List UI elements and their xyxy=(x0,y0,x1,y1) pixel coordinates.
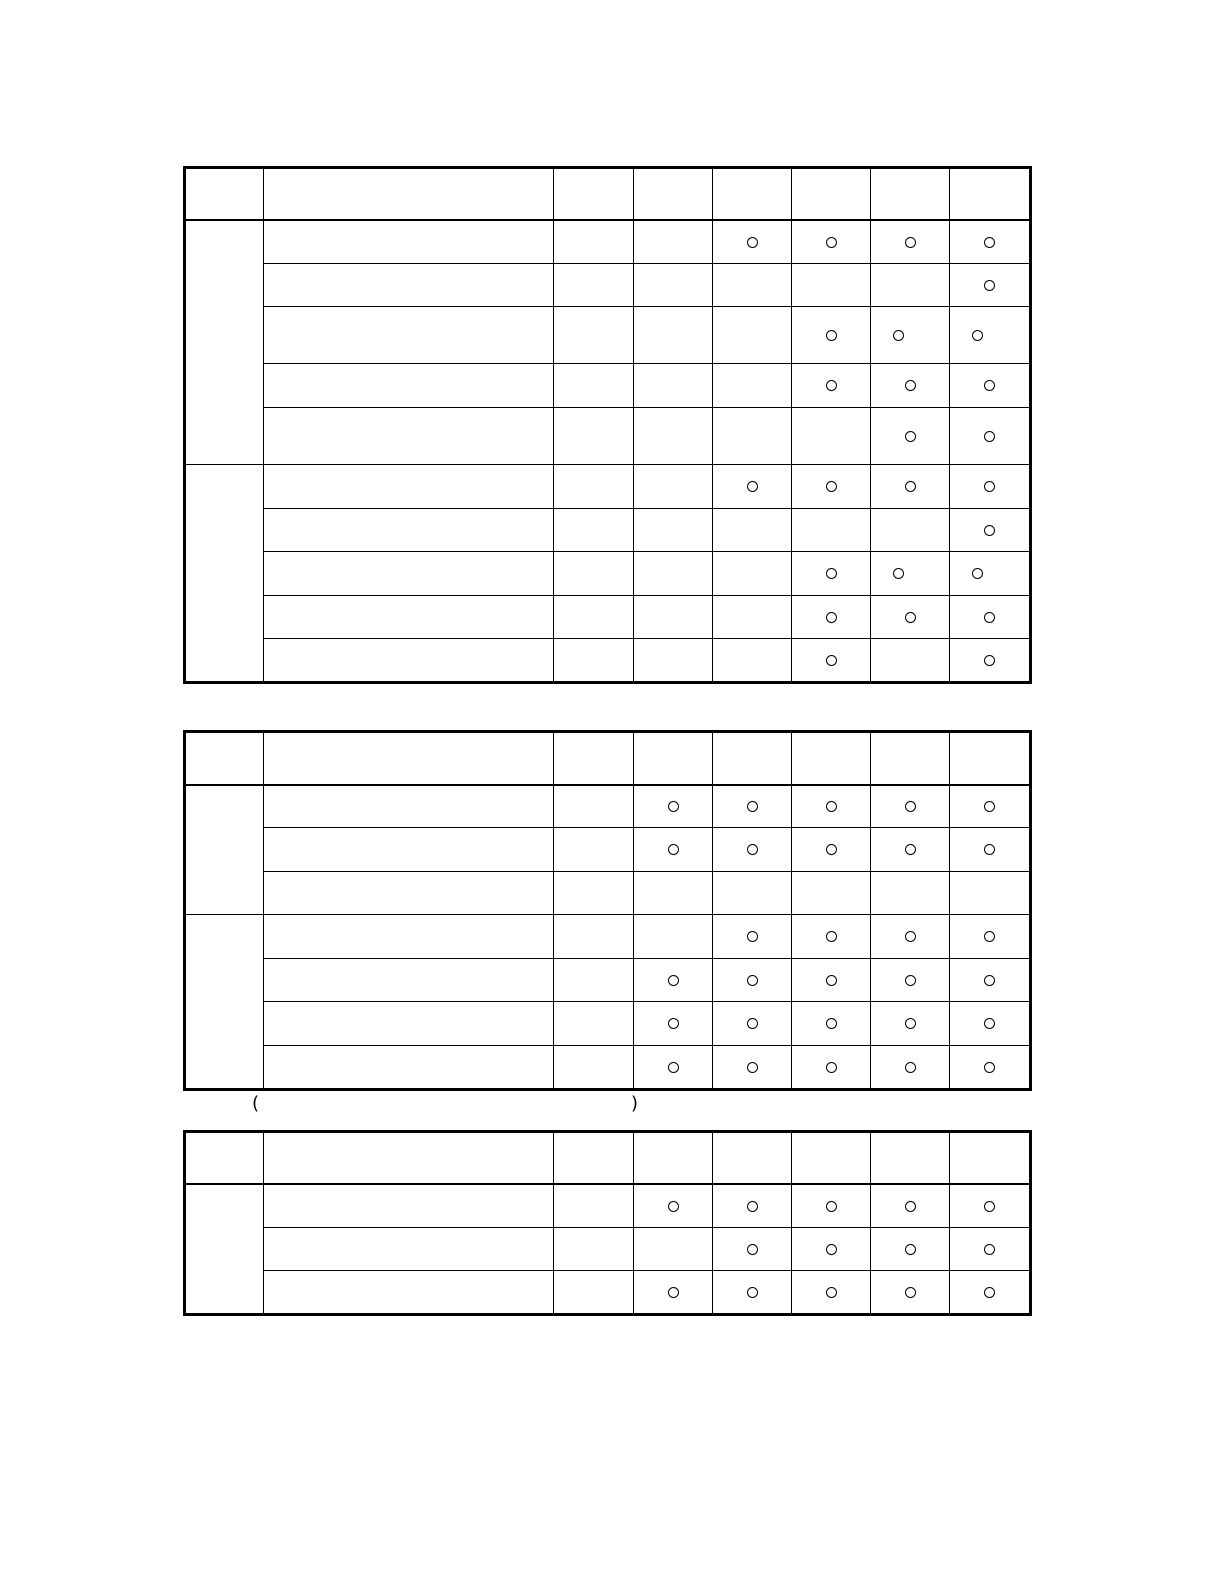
mark-cell xyxy=(950,465,1031,509)
circle-mark-icon xyxy=(905,481,916,492)
circle-mark-icon xyxy=(826,1287,837,1298)
mark-cell xyxy=(713,785,792,828)
checklist-table-1 xyxy=(183,166,1032,684)
mark-cell xyxy=(792,872,871,915)
mark-cell xyxy=(713,408,792,465)
item-label-cell xyxy=(264,959,554,1002)
table-row xyxy=(185,959,1031,1002)
mark-cell xyxy=(634,1228,713,1271)
mark-cell xyxy=(554,915,634,959)
circle-mark-icon xyxy=(905,1201,916,1212)
table-row xyxy=(185,220,1031,264)
mark-cell xyxy=(871,1184,950,1228)
circle-mark-icon xyxy=(826,975,837,986)
mark-cell xyxy=(871,264,950,307)
mark-cell xyxy=(871,596,950,639)
mark-cell xyxy=(950,915,1031,959)
header-cell xyxy=(185,1132,264,1184)
circle-mark-icon xyxy=(984,1201,995,1212)
circle-mark-icon xyxy=(826,380,837,391)
mark-cell xyxy=(950,264,1031,307)
header-cell xyxy=(264,168,554,220)
mark-cell xyxy=(792,364,871,408)
mark-cell xyxy=(950,872,1031,915)
table-row xyxy=(185,1184,1031,1228)
header-cell xyxy=(185,732,264,785)
mark-cell xyxy=(634,785,713,828)
mark-cell xyxy=(792,465,871,509)
circle-mark-icon xyxy=(826,844,837,855)
item-label-cell xyxy=(264,1002,554,1046)
circle-mark-icon xyxy=(984,844,995,855)
header-cell xyxy=(950,732,1031,785)
header-cell xyxy=(713,168,792,220)
mark-cell xyxy=(634,307,713,364)
mark-cell xyxy=(871,785,950,828)
mark-cell xyxy=(554,307,634,364)
header-cell xyxy=(264,732,554,785)
table-row xyxy=(185,264,1031,307)
mark-cell xyxy=(554,408,634,465)
table-row xyxy=(185,1002,1031,1046)
circle-mark-icon xyxy=(984,525,995,536)
circle-mark-icon xyxy=(905,1287,916,1298)
header-cell xyxy=(554,1132,634,1184)
mark-cell xyxy=(871,220,950,264)
circle-mark-icon xyxy=(826,931,837,942)
header-cell xyxy=(871,1132,950,1184)
item-label-cell xyxy=(264,264,554,307)
mark-cell xyxy=(713,264,792,307)
mark-cell xyxy=(634,465,713,509)
mark-cell xyxy=(554,1002,634,1046)
header-cell xyxy=(554,732,634,785)
header-cell xyxy=(713,732,792,785)
mark-cell xyxy=(950,596,1031,639)
mark-cell xyxy=(871,828,950,872)
header-cell xyxy=(264,1132,554,1184)
circle-mark-icon xyxy=(826,655,837,666)
circle-mark-icon xyxy=(905,380,916,391)
circle-mark-icon xyxy=(972,330,983,341)
item-label-cell xyxy=(264,1271,554,1315)
mark-cell xyxy=(950,1046,1031,1090)
mark-cell xyxy=(554,364,634,408)
mark-cell xyxy=(713,959,792,1002)
mark-cell xyxy=(634,509,713,552)
header-cell xyxy=(713,1132,792,1184)
circle-mark-icon xyxy=(972,568,983,579)
mark-cell xyxy=(950,408,1031,465)
mark-cell xyxy=(950,828,1031,872)
circle-mark-icon xyxy=(905,844,916,855)
item-label-cell xyxy=(264,785,554,828)
table-row xyxy=(185,408,1031,465)
mark-cell xyxy=(713,1271,792,1315)
group-label-cell xyxy=(185,465,264,683)
mark-cell xyxy=(792,785,871,828)
circle-mark-icon xyxy=(984,1018,995,1029)
circle-mark-icon xyxy=(984,801,995,812)
mark-cell xyxy=(554,785,634,828)
mark-cell xyxy=(554,596,634,639)
circle-mark-icon xyxy=(984,1287,995,1298)
header-cell xyxy=(634,1132,713,1184)
mark-cell xyxy=(634,872,713,915)
circle-mark-icon xyxy=(984,380,995,391)
mark-cell xyxy=(634,596,713,639)
circle-mark-icon xyxy=(984,431,995,442)
mark-cell xyxy=(634,1002,713,1046)
mark-cell xyxy=(554,639,634,683)
mark-cell xyxy=(634,1046,713,1090)
circle-mark-icon xyxy=(826,568,837,579)
mark-cell xyxy=(792,1271,871,1315)
header-cell xyxy=(634,732,713,785)
item-label-cell xyxy=(264,220,554,264)
circle-mark-icon xyxy=(826,801,837,812)
circle-mark-icon xyxy=(668,1287,679,1298)
mark-cell xyxy=(792,552,871,596)
header-cell xyxy=(634,168,713,220)
mark-cell xyxy=(634,915,713,959)
mark-cell xyxy=(950,1184,1031,1228)
mark-cell xyxy=(634,828,713,872)
mark-cell xyxy=(554,959,634,1002)
mark-cell xyxy=(713,1184,792,1228)
mark-cell xyxy=(950,1002,1031,1046)
circle-mark-icon xyxy=(668,1018,679,1029)
mark-cell xyxy=(950,959,1031,1002)
mark-cell xyxy=(871,509,950,552)
mark-cell xyxy=(554,552,634,596)
circle-mark-icon xyxy=(905,237,916,248)
item-label-cell xyxy=(264,1228,554,1271)
circle-mark-icon xyxy=(893,568,904,579)
mark-cell xyxy=(713,1046,792,1090)
mark-cell xyxy=(634,408,713,465)
mark-cell xyxy=(713,828,792,872)
circle-mark-icon xyxy=(826,1062,837,1073)
mark-cell xyxy=(871,1271,950,1315)
circle-mark-icon xyxy=(893,330,904,341)
circle-mark-icon xyxy=(747,1062,758,1073)
mark-cell xyxy=(792,959,871,1002)
mark-cell xyxy=(554,1228,634,1271)
mark-cell xyxy=(792,915,871,959)
mark-cell xyxy=(634,220,713,264)
item-label-cell xyxy=(264,915,554,959)
circle-mark-icon xyxy=(826,612,837,623)
circle-mark-icon xyxy=(747,237,758,248)
mark-cell xyxy=(871,1002,950,1046)
header-cell xyxy=(185,168,264,220)
item-label-cell xyxy=(264,552,554,596)
table-header-row xyxy=(185,1132,1031,1184)
mark-cell xyxy=(871,872,950,915)
mark-cell xyxy=(634,552,713,596)
circle-mark-icon xyxy=(905,931,916,942)
circle-mark-icon xyxy=(905,431,916,442)
mark-cell xyxy=(713,465,792,509)
mark-cell xyxy=(713,364,792,408)
item-label-cell xyxy=(264,1184,554,1228)
mark-cell xyxy=(950,307,1031,364)
item-label-cell xyxy=(264,509,554,552)
table-row xyxy=(185,465,1031,509)
mark-cell xyxy=(713,509,792,552)
mark-cell xyxy=(871,307,950,364)
mark-cell xyxy=(554,465,634,509)
circle-mark-icon xyxy=(826,330,837,341)
circle-mark-icon xyxy=(668,975,679,986)
table-row xyxy=(185,785,1031,828)
mark-cell xyxy=(950,639,1031,683)
table-row xyxy=(185,639,1031,683)
circle-mark-icon xyxy=(984,481,995,492)
mark-cell xyxy=(634,959,713,1002)
mark-cell xyxy=(634,1271,713,1315)
item-label-cell xyxy=(264,364,554,408)
item-label-cell xyxy=(264,307,554,364)
table-row xyxy=(185,1046,1031,1090)
mark-cell xyxy=(713,639,792,683)
item-label-cell xyxy=(264,408,554,465)
circle-mark-icon xyxy=(826,1201,837,1212)
mark-cell xyxy=(871,959,950,1002)
circle-mark-icon xyxy=(668,1201,679,1212)
circle-mark-icon xyxy=(984,1062,995,1073)
item-label-cell xyxy=(264,828,554,872)
mark-cell xyxy=(871,364,950,408)
mark-cell xyxy=(792,828,871,872)
circle-mark-icon xyxy=(747,931,758,942)
mark-cell xyxy=(634,1184,713,1228)
mark-cell xyxy=(713,872,792,915)
mark-cell xyxy=(554,872,634,915)
mark-cell xyxy=(554,264,634,307)
header-cell xyxy=(950,1132,1031,1184)
mark-cell xyxy=(792,408,871,465)
item-label-cell xyxy=(264,465,554,509)
note-open-paren: ( xyxy=(252,1093,260,1114)
checklist-table-2 xyxy=(183,730,1032,1091)
mark-cell xyxy=(792,1046,871,1090)
table-row xyxy=(185,307,1031,364)
circle-mark-icon xyxy=(747,1201,758,1212)
circle-mark-icon xyxy=(984,931,995,942)
header-cell xyxy=(871,732,950,785)
item-label-cell xyxy=(264,596,554,639)
circle-mark-icon xyxy=(905,975,916,986)
mark-cell xyxy=(713,596,792,639)
table-row xyxy=(185,509,1031,552)
table-row xyxy=(185,596,1031,639)
circle-mark-icon xyxy=(668,1062,679,1073)
circle-mark-icon xyxy=(747,481,758,492)
circle-mark-icon xyxy=(984,280,995,291)
table-row xyxy=(185,872,1031,915)
circle-mark-icon xyxy=(905,1062,916,1073)
table-header-row xyxy=(185,168,1031,220)
mark-cell xyxy=(634,364,713,408)
table-header-row xyxy=(185,732,1031,785)
mark-cell xyxy=(634,264,713,307)
mark-cell xyxy=(713,1002,792,1046)
mark-cell xyxy=(713,552,792,596)
mark-cell xyxy=(950,1228,1031,1271)
circle-mark-icon xyxy=(747,844,758,855)
mark-cell xyxy=(713,220,792,264)
mark-cell xyxy=(554,1184,634,1228)
circle-mark-icon xyxy=(747,975,758,986)
mark-cell xyxy=(792,264,871,307)
circle-mark-icon xyxy=(747,1287,758,1298)
header-cell xyxy=(554,168,634,220)
mark-cell xyxy=(792,639,871,683)
item-label-cell xyxy=(264,639,554,683)
group-label-cell xyxy=(185,915,264,1090)
header-cell xyxy=(950,168,1031,220)
mark-cell xyxy=(792,1184,871,1228)
mark-cell xyxy=(950,552,1031,596)
mark-cell xyxy=(871,1228,950,1271)
circle-mark-icon xyxy=(905,612,916,623)
note-close-paren: ) xyxy=(631,1093,639,1114)
circle-mark-icon xyxy=(668,844,679,855)
table-row xyxy=(185,828,1031,872)
mark-cell xyxy=(950,509,1031,552)
mark-cell xyxy=(554,220,634,264)
item-label-cell xyxy=(264,1046,554,1090)
mark-cell xyxy=(554,509,634,552)
header-cell xyxy=(792,168,871,220)
group-label-cell xyxy=(185,220,264,465)
mark-cell xyxy=(871,552,950,596)
header-cell xyxy=(792,732,871,785)
circle-mark-icon xyxy=(826,1018,837,1029)
mark-cell xyxy=(792,307,871,364)
circle-mark-icon xyxy=(747,1244,758,1255)
mark-cell xyxy=(871,408,950,465)
mark-cell xyxy=(554,828,634,872)
checklist-table-3 xyxy=(183,1130,1032,1316)
circle-mark-icon xyxy=(984,612,995,623)
mark-cell xyxy=(871,915,950,959)
circle-mark-icon xyxy=(984,975,995,986)
mark-cell xyxy=(713,307,792,364)
header-cell xyxy=(792,1132,871,1184)
mark-cell xyxy=(950,785,1031,828)
circle-mark-icon xyxy=(984,237,995,248)
mark-cell xyxy=(792,220,871,264)
circle-mark-icon xyxy=(668,801,679,812)
circle-mark-icon xyxy=(826,237,837,248)
mark-cell xyxy=(554,1271,634,1315)
group-label-cell xyxy=(185,785,264,915)
table-row xyxy=(185,364,1031,408)
mark-cell xyxy=(950,364,1031,408)
mark-cell xyxy=(634,639,713,683)
circle-mark-icon xyxy=(826,481,837,492)
mark-cell xyxy=(871,1046,950,1090)
mark-cell xyxy=(554,1046,634,1090)
circle-mark-icon xyxy=(984,1244,995,1255)
circle-mark-icon xyxy=(747,1018,758,1029)
header-cell xyxy=(871,168,950,220)
table-row xyxy=(185,1271,1031,1315)
circle-mark-icon xyxy=(905,1018,916,1029)
mark-cell xyxy=(792,1228,871,1271)
mark-cell xyxy=(950,1271,1031,1315)
mark-cell xyxy=(792,509,871,552)
circle-mark-icon xyxy=(984,655,995,666)
circle-mark-icon xyxy=(747,801,758,812)
group-label-cell xyxy=(185,1184,264,1315)
mark-cell xyxy=(871,639,950,683)
mark-cell xyxy=(950,220,1031,264)
circle-mark-icon xyxy=(826,1244,837,1255)
table-row xyxy=(185,915,1031,959)
circle-mark-icon xyxy=(905,1244,916,1255)
mark-cell xyxy=(871,465,950,509)
table-row xyxy=(185,1228,1031,1271)
mark-cell xyxy=(713,915,792,959)
item-label-cell xyxy=(264,872,554,915)
mark-cell xyxy=(792,1002,871,1046)
table-row xyxy=(185,552,1031,596)
circle-mark-icon xyxy=(905,801,916,812)
mark-cell xyxy=(792,596,871,639)
mark-cell xyxy=(713,1228,792,1271)
